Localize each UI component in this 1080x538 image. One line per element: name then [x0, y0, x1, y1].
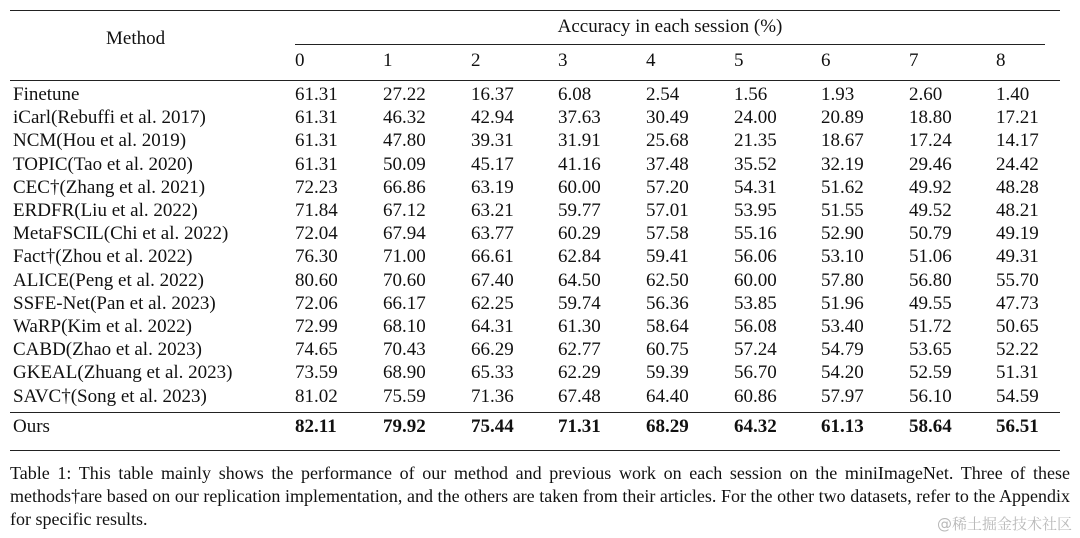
- session-header-5: 5: [734, 50, 744, 71]
- table-cell: 72.06: [295, 292, 338, 314]
- table-cell: 62.50: [646, 269, 689, 291]
- table-caption: Table 1: This table mainly shows the performance of our method and previous work on each session on the miniImageNet. Three of these methods†are based on our replication implementation, and the others are taken from their articles. For the other two datasets, refer to the Appendix for specific results.: [10, 463, 1070, 529]
- table-cell-ours: 75.44: [471, 416, 514, 437]
- table-cell: 49.55: [909, 292, 952, 314]
- table-cell: 67.40: [471, 269, 514, 291]
- table-cell: 68.90: [383, 362, 426, 384]
- table-cell: 17.24: [909, 130, 952, 152]
- method-name: Finetune: [13, 84, 80, 105]
- table-cell: 75.59: [383, 385, 426, 407]
- table-cell: 24.42: [996, 153, 1039, 175]
- table-cell: 65.33: [471, 362, 514, 384]
- table-row: [10, 84, 1060, 107]
- table-cell: 57.58: [646, 223, 689, 245]
- table-row: [10, 107, 1060, 130]
- table-cell: 53.95: [734, 200, 777, 221]
- table-cell: 71.84: [295, 200, 338, 221]
- table-cell: 49.92: [909, 176, 952, 198]
- watermark: @稀土掘金技术社区: [936, 515, 1072, 533]
- table-row: [10, 200, 1060, 223]
- table-cell: 71.00: [383, 246, 426, 268]
- table-cell: 73.59: [295, 362, 338, 384]
- method-header: Method: [106, 28, 166, 49]
- table-cell: 25.68: [646, 130, 689, 152]
- table-cell: 45.17: [471, 153, 514, 175]
- table-row: [10, 154, 1060, 177]
- table-cell: 48.21: [996, 200, 1039, 221]
- table-cell-ours: 82.11: [295, 416, 337, 437]
- table-cell: 61.30: [558, 316, 601, 337]
- table-cell: 63.77: [471, 223, 514, 245]
- table-row: [10, 362, 1060, 385]
- table-cell: 62.77: [558, 339, 601, 361]
- table-cell-ours: 58.64: [909, 416, 952, 437]
- table-cell: 67.94: [383, 223, 426, 245]
- session-header-0: 0: [295, 50, 305, 71]
- table-cell: 56.06: [734, 246, 777, 268]
- table-cell: 54.31: [734, 176, 777, 198]
- table-cell: 18.80: [909, 107, 952, 129]
- session-header-4: 4: [646, 50, 656, 71]
- table-cell: 55.70: [996, 269, 1039, 291]
- table-cell: 21.35: [734, 130, 777, 152]
- table-cell: 57.80: [821, 269, 864, 291]
- table-cell: 53.40: [821, 316, 864, 337]
- table-cell: 53.10: [821, 246, 864, 268]
- table-cell: 31.91: [558, 130, 601, 152]
- table-cell: 64.50: [558, 269, 601, 291]
- method-name: GKEAL(Zhuang et al. 2023): [13, 362, 233, 384]
- session-header-1: 1: [383, 50, 393, 71]
- header-sub-rule: [295, 44, 1045, 45]
- session-header-6: 6: [821, 50, 831, 71]
- table-cell: 49.19: [996, 223, 1039, 245]
- table-cell: 16.37: [471, 84, 514, 105]
- table-cell: 67.48: [558, 385, 601, 407]
- table-cell-ours: 56.51: [996, 416, 1039, 437]
- table-cell: 66.61: [471, 246, 514, 268]
- table-cell: 27.22: [383, 84, 426, 105]
- table-cell: 61.31: [295, 130, 338, 152]
- table-cell: 56.08: [734, 316, 777, 337]
- table-cell: 17.21: [996, 107, 1039, 129]
- table-cell: 57.24: [734, 339, 777, 361]
- table-cell: 24.00: [734, 107, 777, 129]
- table-cell: 50.65: [996, 316, 1039, 337]
- table-cell: 70.43: [383, 339, 426, 361]
- table-cell: 35.52: [734, 153, 777, 175]
- table-cell: 60.00: [734, 269, 777, 291]
- session-header-2: 2: [471, 50, 481, 71]
- table-cell: 47.80: [383, 130, 426, 152]
- table-cell: 47.73: [996, 292, 1039, 314]
- table-cell: 59.39: [646, 362, 689, 384]
- table-cell: 60.00: [558, 176, 601, 198]
- method-name: Fact†(Zhou et al. 2022): [13, 246, 193, 268]
- table-row: [10, 386, 1060, 409]
- ours-row: [10, 416, 1060, 440]
- table-row: [10, 293, 1060, 316]
- table-cell: 55.16: [734, 223, 777, 245]
- table-cell: 60.29: [558, 223, 601, 245]
- table-cell: 1.56: [734, 84, 768, 105]
- table-cell: 54.59: [996, 385, 1039, 407]
- table-cell: 52.22: [996, 339, 1039, 361]
- method-name: Ours: [13, 416, 50, 437]
- table-cell: 63.19: [471, 176, 514, 198]
- table-cell: 2.60: [909, 84, 943, 105]
- table-cell-ours: 71.31: [558, 416, 601, 437]
- table-cell: 72.99: [295, 316, 338, 337]
- table-row: [10, 270, 1060, 293]
- table-cell: 30.49: [646, 107, 689, 129]
- table-cell: 39.31: [471, 130, 514, 152]
- table-cell: 51.62: [821, 176, 864, 198]
- table-cell: 56.10: [909, 385, 952, 407]
- table-cell: 54.79: [821, 339, 864, 361]
- table-cell: 80.60: [295, 269, 338, 291]
- table-cell: 63.21: [471, 200, 514, 221]
- table-cell: 54.20: [821, 362, 864, 384]
- table-cell: 74.65: [295, 339, 338, 361]
- table-cell: 50.79: [909, 223, 952, 245]
- table-cell-ours: 79.92: [383, 416, 426, 437]
- table-cell: 61.31: [295, 153, 338, 175]
- ours-separator-rule: [10, 412, 1060, 413]
- table-cell: 42.94: [471, 107, 514, 129]
- table-cell: 1.93: [821, 84, 855, 105]
- table-cell: 61.31: [295, 107, 338, 129]
- method-name: ERDFR(Liu et al. 2022): [13, 200, 198, 221]
- table-cell: 52.90: [821, 223, 864, 245]
- session-header-3: 3: [558, 50, 568, 71]
- table-cell: 46.32: [383, 107, 426, 129]
- table-cell: 66.86: [383, 176, 426, 198]
- table-cell-ours: 61.13: [821, 416, 864, 437]
- table-bottom-rule: [10, 450, 1060, 451]
- table-cell: 57.01: [646, 200, 689, 221]
- table-row: [10, 223, 1060, 246]
- table-cell: 6.08: [558, 84, 592, 105]
- method-name: MetaFSCIL(Chi et al. 2022): [13, 223, 229, 245]
- table-cell-ours: 64.32: [734, 416, 777, 437]
- table-cell: 76.30: [295, 246, 338, 268]
- table-cell: 49.52: [909, 200, 952, 221]
- table-cell: 32.19: [821, 153, 864, 175]
- table-cell: 57.20: [646, 176, 689, 198]
- table-cell: 49.31: [996, 246, 1039, 268]
- accuracy-header: Accuracy in each session (%): [557, 16, 783, 37]
- table-cell: 72.04: [295, 223, 338, 245]
- method-name: CABD(Zhao et al. 2023): [13, 339, 202, 361]
- table-cell: 60.86: [734, 385, 777, 407]
- table-cell: 56.80: [909, 269, 952, 291]
- table-cell: 64.40: [646, 385, 689, 407]
- method-name: iCarl(Rebuffi et al. 2017): [13, 107, 206, 129]
- method-name: ALICE(Peng et al. 2022): [13, 269, 205, 291]
- table-cell: 56.36: [646, 292, 689, 314]
- method-name: CEC†(Zhang et al. 2021): [13, 176, 206, 198]
- method-name: SSFE-Net(Pan et al. 2023): [13, 292, 216, 314]
- table-cell: 67.12: [383, 200, 426, 221]
- table-cell: 51.06: [909, 246, 952, 268]
- method-name: NCM(Hou et al. 2019): [13, 130, 187, 152]
- table-cell: 41.16: [558, 153, 601, 175]
- table-cell: 18.67: [821, 130, 864, 152]
- method-name: WaRP(Kim et al. 2022): [13, 316, 192, 337]
- session-header-8: 8: [996, 50, 1006, 71]
- table-cell-ours: 68.29: [646, 416, 689, 437]
- session-header-7: 7: [909, 50, 919, 71]
- table-cell: 60.75: [646, 339, 689, 361]
- table-cell: 81.02: [295, 385, 338, 407]
- table-cell: 68.10: [383, 316, 426, 337]
- table-row: [10, 177, 1060, 200]
- table-cell: 48.28: [996, 176, 1039, 198]
- table-top-rule: [10, 10, 1060, 11]
- table-row: [10, 316, 1060, 339]
- table-cell: 53.85: [734, 292, 777, 314]
- table-cell: 70.60: [383, 269, 426, 291]
- table-cell: 61.31: [295, 84, 338, 105]
- table-row: [10, 246, 1060, 269]
- table-cell: 62.25: [471, 292, 514, 314]
- table-cell: 59.77: [558, 200, 601, 221]
- table-cell: 66.17: [383, 292, 426, 314]
- table-cell: 51.31: [996, 362, 1039, 384]
- table-cell: 14.17: [996, 130, 1039, 152]
- table-cell: 51.72: [909, 316, 952, 337]
- table-cell: 1.40: [996, 84, 1030, 105]
- table-cell: 62.29: [558, 362, 601, 384]
- table-cell: 59.74: [558, 292, 601, 314]
- table-cell: 72.23: [295, 176, 338, 198]
- table-cell: 64.31: [471, 316, 514, 337]
- table-cell: 37.48: [646, 153, 689, 175]
- table-cell: 71.36: [471, 385, 514, 407]
- table-cell: 53.65: [909, 339, 952, 361]
- table-cell: 51.55: [821, 200, 864, 221]
- method-name: TOPIC(Tao et al. 2020): [13, 153, 193, 175]
- table-cell: 62.84: [558, 246, 601, 268]
- header-bottom-rule: [10, 80, 1060, 81]
- table-cell: 50.09: [383, 153, 426, 175]
- table-cell: 66.29: [471, 339, 514, 361]
- table-cell: 29.46: [909, 153, 952, 175]
- table-cell: 2.54: [646, 84, 680, 105]
- table-cell: 20.89: [821, 107, 864, 129]
- method-name: SAVC†(Song et al. 2023): [13, 385, 207, 407]
- table-cell: 51.96: [821, 292, 864, 314]
- table-cell: 52.59: [909, 362, 952, 384]
- table-cell: 37.63: [558, 107, 601, 129]
- table-cell: 59.41: [646, 246, 689, 268]
- table-cell: 56.70: [734, 362, 777, 384]
- table-cell: 57.97: [821, 385, 864, 407]
- table-row: [10, 130, 1060, 153]
- table-row: [10, 339, 1060, 362]
- table-cell: 58.64: [646, 316, 689, 337]
